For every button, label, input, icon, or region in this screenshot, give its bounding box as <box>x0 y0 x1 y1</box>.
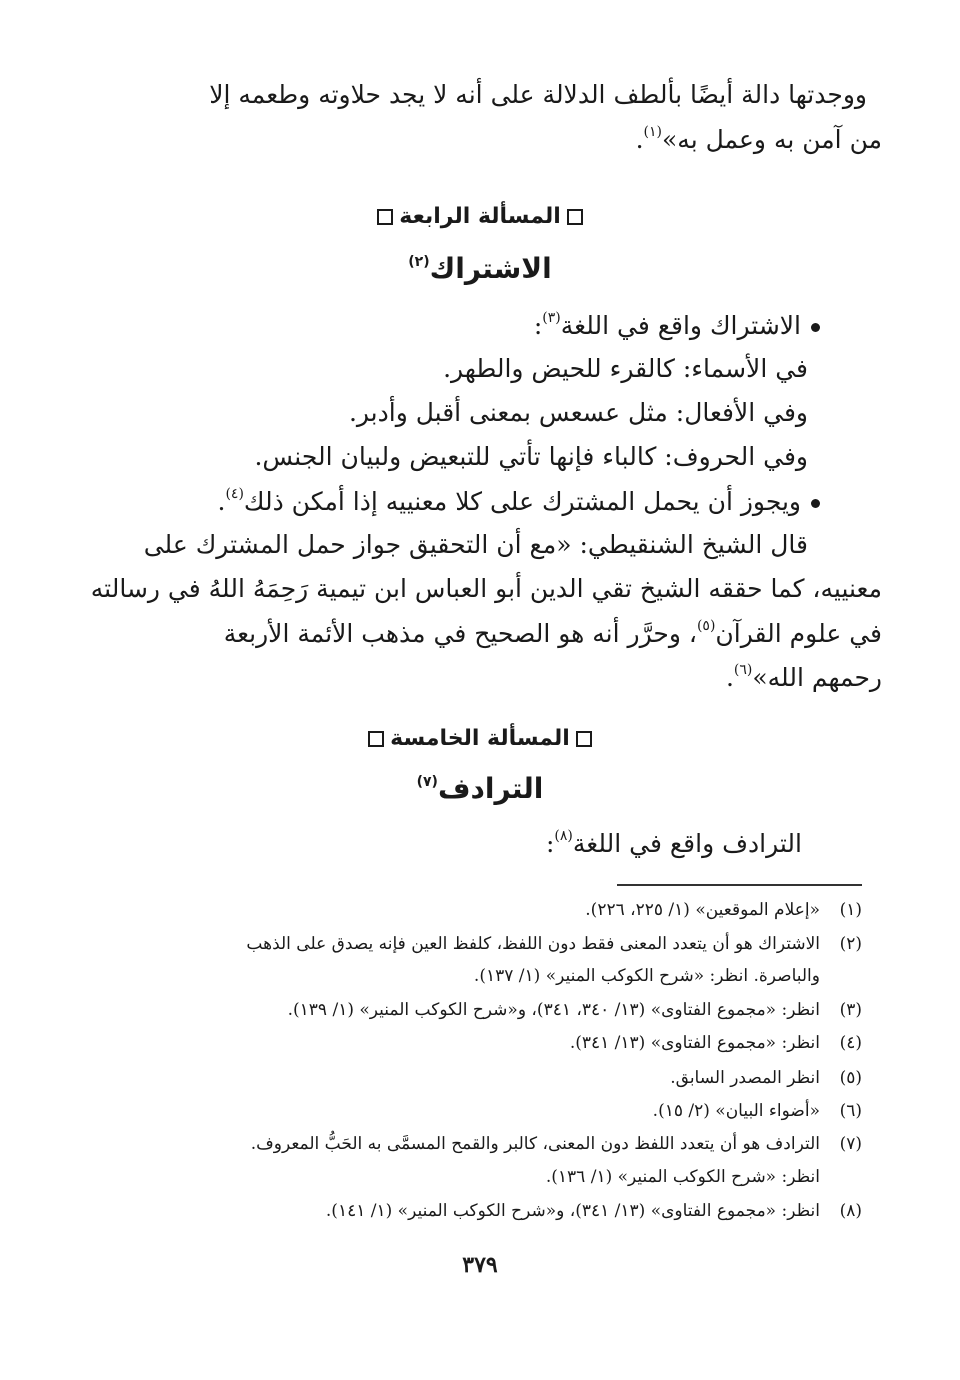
footnote-ref[interactable]: (٢) <box>408 254 430 270</box>
bullet-icon <box>811 323 820 332</box>
section-4-body <box>90 310 882 710</box>
section-5-title: الترادف$^{(٧)}$ <box>416 772 544 805</box>
footnote-8: (٨)انظر: «مجموع الفتاوى» (١٣/ ٣٤١)، و«شرح الكوكب المنير» (١/ ١٤١). <box>325 1201 862 1221</box>
intro-paragraph <box>117 80 882 160</box>
square-icon <box>368 731 384 747</box>
footnote-4: (٤)انظر: «مجموع الفتاوى» (١٣/ ٣٤١). <box>569 1033 862 1053</box>
footnote-7: (٧)الترادف هو أن يتعدد اللفظ دون المعنى، كالبر والقمح المسمَّى به الحَبُّ المعروف. <box>250 1134 862 1154</box>
square-icon <box>377 209 393 225</box>
intro-line-1: ووجدتها دالة أيضًا بألطف الدلالة على أنه لا يجد حلاوته وطعمه إلا <box>209 80 867 109</box>
footnote-6: (٦)«أضواء البيان» (٢/ ١٥). <box>652 1101 862 1121</box>
square-icon <box>567 209 583 225</box>
bullet-icon <box>811 499 820 508</box>
section-4-heading <box>0 204 960 229</box>
footnote-separator <box>617 884 862 886</box>
text-line-verbs: وفي الأفعال: مثل عسعس بمعنى أقبل وأدبر. <box>348 398 808 427</box>
footnote-ref[interactable]: (٧) <box>416 774 438 790</box>
footnote-7-cont: انظر: «شرح الكوكب المنير» (١/ ١٣٦). <box>545 1167 820 1187</box>
quote-line-3: في علوم القرآن$^{(٥)}$، وحرَّر أنه هو الصحيح في مذهب الأئمة الأربعة <box>223 618 882 648</box>
text-line-synonymy: الترادف واقع في اللغة$^{(٨)}$: <box>545 828 802 858</box>
quote-line-1: قال الشيخ الشنقيطي: «مع أن التحقيق جواز حمل المشترك على <box>143 530 808 559</box>
footnote-ref[interactable]: (٣) <box>542 310 561 326</box>
quote-line-4: رحمهم الله»$^{(٦)}$. <box>725 662 882 692</box>
footnote-2: (٢)الاشتراك هو أن يتعدد المعنى فقط دون اللفظ، كلفظ العين فإنه يصدق على الذهب <box>246 934 862 954</box>
page-number: ٣٧٩ <box>462 1252 498 1278</box>
section-5-body <box>117 828 862 872</box>
text-line-letters: وفي الحروف: كالباء فإنها تأتي للتبعيض ولبيان الجنس. <box>254 442 808 471</box>
intro-line-2: من آمن به وعمل به»$^{(١)}$. <box>635 124 882 154</box>
footnote-1: (١)«إعلام الموقعين» (١/ ٢٢٥، ٢٢٦). <box>585 900 862 920</box>
bullet-item-2: ويجوز أن يحمل المشترك على كلا معنييه إذا أمكن ذلك$^{(٤)}$. <box>217 486 820 516</box>
footnote-ref[interactable]: (٦) <box>733 662 753 678</box>
quote-line-2: معنييه، كما حققه الشيخ تقي الدين أبو العباس ابن تيمية رَحِمَهُ اللهُ في رسالته <box>90 574 882 603</box>
text-line-names: في الأسماء: كالقرء للحيض والطهر. <box>443 354 808 383</box>
section-5-heading-text: المسألة الخامسة <box>390 726 570 751</box>
footnote-ref[interactable]: (٨) <box>554 828 573 844</box>
footnote-ref[interactable]: (٥) <box>696 618 716 634</box>
section-5-heading <box>0 726 960 751</box>
footnote-3: (٣)انظر: «مجموع الفتاوى» (١٣/ ٣٤٠، ٣٤١)، و«شرح الكوكب المنير» (١/ ١٣٩). <box>287 1000 862 1020</box>
section-4-heading-text: المسألة الرابعة <box>399 204 561 229</box>
bullet-item-1: الاشتراك واقع في اللغة$^{(٣)}$: <box>534 310 820 340</box>
footnote-ref[interactable]: (١) <box>643 124 663 140</box>
section-4-title: الاشتراك$^{(٢)}$ <box>408 252 552 285</box>
footnote-ref[interactable]: (٤) <box>225 486 244 502</box>
footnote-5: (٥)انظر المصدر السابق. <box>670 1068 862 1088</box>
square-icon <box>576 731 592 747</box>
footnote-2-cont: والباصرة. انظر: «شرح الكوكب المنير» (١/ ١٣٧). <box>473 966 820 986</box>
